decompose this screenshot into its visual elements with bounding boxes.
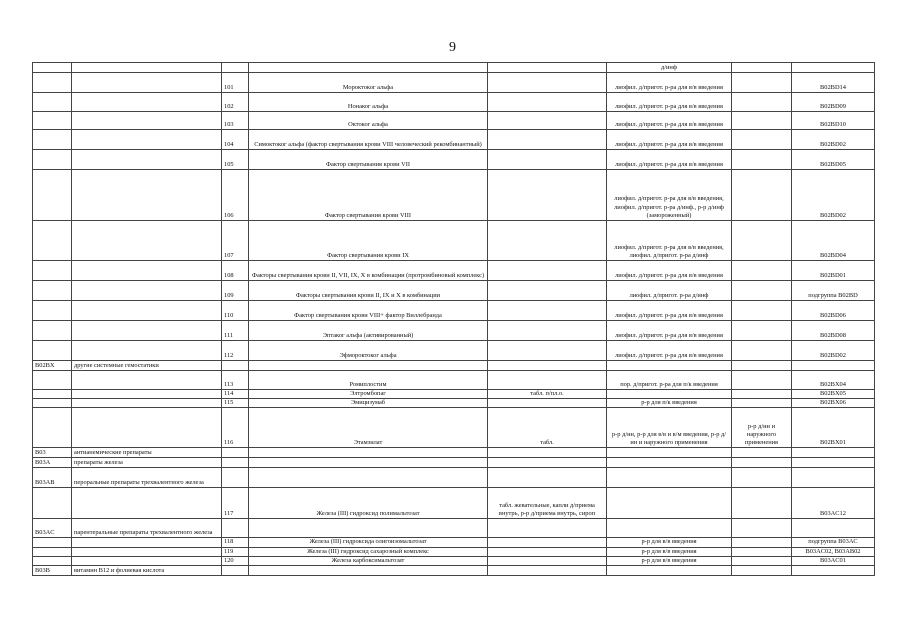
dosage-form-cell: лиофил. д/пригот. р-ра для в/в введения, лиофил. д/пригот. р-ра д/инф [607,221,732,261]
dosage-form-cell [488,371,607,390]
dosage-form-cell [488,321,607,341]
row-number-cell: 108 [222,261,249,281]
atc-group-name-cell [72,399,222,408]
atc-group-code-cell [33,150,72,170]
dosage-form-cell [732,150,792,170]
atc-group-name-cell: парентеральные препараты трехвалентного железа [72,519,222,538]
atc-group-code-cell [33,93,72,112]
dosage-form-cell: р-р для в/в введения [607,547,732,556]
table-row [33,221,875,261]
dosage-form-cell [732,170,792,221]
atc-code-cell: B03AC12 [792,488,875,519]
dosage-form-cell [488,547,607,556]
table-row [33,261,875,281]
atc-group-name-cell [72,408,222,448]
atc-code-cell [792,565,875,575]
dosage-form-cell: табл. п/пл.о. [488,390,607,399]
dosage-form-cell [607,468,732,488]
dosage-form-cell: д/инф [607,63,732,73]
atc-group-code-cell: B03AC [33,519,72,538]
table-row [33,93,875,112]
dosage-form-cell [732,261,792,281]
row-number-cell: 112 [222,341,249,361]
table-row [33,468,875,488]
dosage-form-cell [488,261,607,281]
row-number-cell: 107 [222,221,249,261]
atc-group-code-cell [33,221,72,261]
row-number-cell: 105 [222,150,249,170]
row-number-cell: 106 [222,170,249,221]
dosage-form-cell [732,468,792,488]
dosage-form-cell: р-р д/ин, р-р для в/в и в/м введения, р-р д/ин и наружного применения [607,408,732,448]
atc-group-code-cell [33,556,72,565]
dosage-form-cell [607,390,732,399]
table-row [33,321,875,341]
table-row [33,341,875,361]
dosage-form-cell [732,488,792,519]
atc-group-code-cell [33,371,72,390]
row-number-cell [222,468,249,488]
row-number-cell: 109 [222,281,249,301]
atc-code-cell [792,519,875,538]
row-number-cell [222,458,249,468]
atc-code-cell: B02BD10 [792,112,875,130]
dosage-form-cell [732,371,792,390]
atc-group-name-cell [72,63,222,73]
row-number-cell: 116 [222,408,249,448]
atc-group-code-cell [33,112,72,130]
atc-group-name-cell [72,538,222,547]
dosage-form-cell [488,565,607,575]
dosage-form-cell [732,547,792,556]
dosage-form-cell [732,448,792,458]
atc-group-name-cell [72,488,222,519]
atc-group-code-cell [33,399,72,408]
atc-group-name-cell [72,93,222,112]
atc-group-name-cell [72,112,222,130]
dosage-form-cell: лиофил. д/пригот. р-ра для в/в введения [607,321,732,341]
dosage-form-cell: табл. жевательные, капли д/приема внутрь, р-р д/приема внутрь, сироп [488,488,607,519]
atc-group-code-cell [33,408,72,448]
dosage-form-cell: р-р д/ин и наружного применения [732,408,792,448]
atc-group-name-cell: препараты железа [72,458,222,468]
atc-code-cell: B02BD06 [792,301,875,321]
dosage-form-cell [732,399,792,408]
drug-name-cell: Фактор свертывания крови IX [249,221,488,261]
dosage-form-cell [607,519,732,538]
atc-group-name-cell: другие системные гемостатики [72,361,222,371]
dosage-form-cell [488,93,607,112]
atc-code-cell [792,468,875,488]
atc-group-name-cell [72,321,222,341]
dosage-form-cell: р-р для п/к введения [607,399,732,408]
row-number-cell: 120 [222,556,249,565]
table-row [33,361,875,371]
atc-code-cell: B02BD02 [792,170,875,221]
dosage-form-cell: лиофил. д/пригот. р-ра для в/в введения [607,150,732,170]
row-number-cell: 103 [222,112,249,130]
atc-code-cell: B02BD02 [792,341,875,361]
atc-group-name-cell [72,556,222,565]
atc-group-name-cell [72,261,222,281]
row-number-cell: 104 [222,130,249,150]
dosage-form-cell [732,281,792,301]
dosage-form-cell: лиофил. д/пригот. р-ра для в/в введения [607,301,732,321]
row-number-cell [222,519,249,538]
atc-code-cell: B02BD14 [792,73,875,93]
atc-code-cell [792,361,875,371]
atc-code-cell: B02BX04 [792,371,875,390]
atc-group-name-cell [72,150,222,170]
dosage-form-cell: лиофил. д/пригот. р-ра для в/в введения [607,261,732,281]
dosage-form-cell [732,112,792,130]
dosage-form-cell [607,448,732,458]
dosage-form-cell: лиофил. д/пригот. р-ра для в/в введения [607,112,732,130]
dosage-form-cell [488,458,607,468]
table-row [33,73,875,93]
dosage-form-cell [732,565,792,575]
row-number-cell: 115 [222,399,249,408]
dosage-form-cell [607,488,732,519]
atc-group-code-cell: B03AB [33,468,72,488]
drug-name-cell [249,565,488,575]
table-row [33,281,875,301]
dosage-form-cell [607,458,732,468]
dosage-form-cell [488,399,607,408]
atc-group-name-cell [72,371,222,390]
dosage-form-cell [732,390,792,399]
atc-group-name-cell: витамин B12 и фолиевая кислота [72,565,222,575]
atc-group-code-cell [33,488,72,519]
table-row [33,458,875,468]
dosage-form-cell [732,458,792,468]
dosage-form-cell: р-р для в/в введения [607,538,732,547]
atc-group-code-cell [33,130,72,150]
dosage-form-cell: лиофил. д/пригот. р-ра д/инф [607,281,732,301]
dosage-form-cell [732,538,792,547]
dosage-form-cell [488,556,607,565]
atc-code-cell: B02BD02 [792,130,875,150]
table-row [33,399,875,408]
dosage-form-cell [732,519,792,538]
table-row [33,390,875,399]
table-row [33,488,875,519]
atc-group-name-cell [72,170,222,221]
table-row [33,170,875,221]
table-row [33,371,875,390]
table-row [33,301,875,321]
dosage-form-cell [488,361,607,371]
row-number-cell: 114 [222,390,249,399]
drug-name-cell: Фактор свертывания крови VIII [249,170,488,221]
drug-name-cell: Железа (III) гидроксид сахарозный комплекс [249,547,488,556]
table-row [33,519,875,538]
dosage-form-cell [488,63,607,73]
drug-name-cell [249,448,488,458]
atc-code-cell: B03AC02, B03AB02 [792,547,875,556]
table-row [33,538,875,547]
row-number-cell: 111 [222,321,249,341]
atc-group-name-cell [72,221,222,261]
table-row [33,448,875,458]
dosage-form-cell [488,538,607,547]
atc-code-cell: B02BX01 [792,408,875,448]
atc-code-cell [792,63,875,73]
row-number-cell: 118 [222,538,249,547]
dosage-form-cell [488,341,607,361]
drug-name-cell [249,63,488,73]
atc-code-cell: B02BD05 [792,150,875,170]
atc-group-code-cell [33,321,72,341]
atc-group-name-cell [72,341,222,361]
drug-name-cell: Фактор свертывания крови VIII+ фактор Виллебранда [249,301,488,321]
row-number-cell [222,63,249,73]
atc-group-name-cell: антианемические препараты [72,448,222,458]
dosage-form-cell: р-р для в/в введения [607,556,732,565]
atc-code-cell: подгруппа B03AC [792,538,875,547]
dosage-form-cell [488,448,607,458]
drug-name-cell: Факторы свертывания крови II, IX и X в комбинации [249,281,488,301]
dosage-form-cell [732,73,792,93]
row-number-cell: 119 [222,547,249,556]
page-number: 9 [449,40,456,55]
drug-name-cell [249,361,488,371]
table-row [33,130,875,150]
row-number-cell: 110 [222,301,249,321]
dosage-form-cell [732,321,792,341]
atc-code-cell: подгруппа B02BD [792,281,875,301]
atc-group-code-cell [33,301,72,321]
dosage-form-cell: лиофил. д/пригот. р-ра для в/в введения [607,130,732,150]
table-row [33,547,875,556]
atc-group-code-cell [33,261,72,281]
drug-name-cell: Железа (III) гидроксид полимальтозат [249,488,488,519]
atc-code-cell: B02BD08 [792,321,875,341]
row-number-cell: 101 [222,73,249,93]
dosage-form-cell [732,341,792,361]
dosage-form-cell [732,93,792,112]
dosage-form-cell [488,468,607,488]
atc-group-code-cell: B03B [33,565,72,575]
drug-name-cell [249,468,488,488]
dosage-form-cell [607,565,732,575]
dosage-form-cell [488,221,607,261]
drug-name-cell: Ромиплостим [249,371,488,390]
drug-name-cell: Мороктоког альфа [249,73,488,93]
atc-code-cell: B02BD01 [792,261,875,281]
atc-group-code-cell [33,390,72,399]
drug-name-cell: Факторы свертывания крови II, VII, IX, X в комбинации (протромбиновый комплекс) [249,261,488,281]
table-row [33,408,875,448]
dosage-form-cell [488,301,607,321]
atc-code-cell: B03AC01 [792,556,875,565]
drug-name-cell [249,458,488,468]
atc-group-code-cell [33,538,72,547]
row-number-cell [222,361,249,371]
dosage-form-cell [732,221,792,261]
atc-group-code-cell [33,547,72,556]
row-number-cell: 117 [222,488,249,519]
atc-code-cell [792,458,875,468]
atc-group-name-cell [72,73,222,93]
table-row [33,63,875,73]
drug-name-cell: Железа карбоксимальтозат [249,556,488,565]
dosage-form-cell [488,73,607,93]
atc-group-code-cell [33,73,72,93]
dosage-form-cell [488,150,607,170]
drug-name-cell: Симоктоког альфа (фактор свертывания крови VIII человеческий рекомбинантный) [249,130,488,150]
row-number-cell: 113 [222,371,249,390]
table-row [33,556,875,565]
atc-group-code-cell [33,170,72,221]
atc-code-cell: B02BD04 [792,221,875,261]
table-row [33,565,875,575]
atc-group-name-cell [72,547,222,556]
dosage-form-cell [488,281,607,301]
atc-group-name-cell [72,281,222,301]
drug-name-cell: Нонаког альфа [249,93,488,112]
dosage-form-cell [488,112,607,130]
drug-list-table [32,62,875,576]
atc-group-code-cell: B02BX [33,361,72,371]
atc-group-code-cell: B03 [33,448,72,458]
atc-code-cell: B02BX06 [792,399,875,408]
dosage-form-cell [732,130,792,150]
dosage-form-cell: лиофил. д/пригот. р-ра для в/в введения [607,93,732,112]
atc-group-name-cell: пероральные препараты трехвалентного железа [72,468,222,488]
drug-name-cell: Октоког альфа [249,112,488,130]
dosage-form-cell [732,556,792,565]
dosage-form-cell: пор. д/пригот. р-ра для п/к введения [607,371,732,390]
row-number-cell [222,448,249,458]
atc-group-code-cell [33,281,72,301]
drug-name-cell: Элтромбопаг [249,390,488,399]
dosage-form-cell [488,170,607,221]
dosage-form-cell [607,361,732,371]
dosage-form-cell: табл. [488,408,607,448]
atc-code-cell: B02BD09 [792,93,875,112]
drug-name-cell: Эмицизумаб [249,399,488,408]
atc-group-code-cell: B03A [33,458,72,468]
atc-code-cell [792,448,875,458]
table-body [33,63,875,576]
row-number-cell: 102 [222,93,249,112]
dosage-form-cell [732,361,792,371]
row-number-cell [222,565,249,575]
atc-code-cell: B02BX05 [792,390,875,399]
dosage-form-cell [732,63,792,73]
drug-name-cell: Этамзилат [249,408,488,448]
dosage-form-cell [488,519,607,538]
atc-group-name-cell [72,130,222,150]
dosage-form-cell: лиофил. д/пригот. р-ра для в/в введения [607,341,732,361]
drug-name-cell: Железа (III) гидроксида олигоизомальтозат [249,538,488,547]
atc-group-name-cell [72,390,222,399]
dosage-form-cell: лиофил. д/пригот. р-ра для в/в введения, лиофил. д/пригот. р-ра д/инф., р-р д/инф (замороженный) [607,170,732,221]
dosage-form-cell [732,301,792,321]
atc-group-code-cell [33,63,72,73]
drug-name-cell: Эфмороктоког альфа [249,341,488,361]
atc-group-code-cell [33,341,72,361]
table-row [33,150,875,170]
drug-name-cell [249,519,488,538]
drug-name-cell: Эптаког альфа (активированный) [249,321,488,341]
table-row [33,112,875,130]
dosage-form-cell: лиофил. д/пригот. р-ра для в/в введения [607,73,732,93]
atc-group-name-cell [72,301,222,321]
dosage-form-cell [488,130,607,150]
drug-name-cell: Фактор свертывания крови VII [249,150,488,170]
